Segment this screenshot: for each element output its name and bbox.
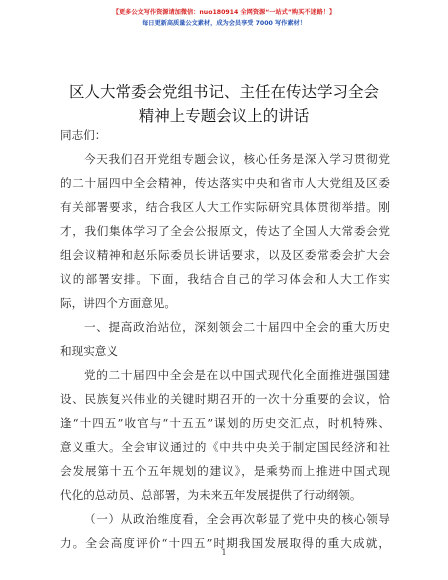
body-line: 组会议精神和赵乐际委员长讲话要求，以及区委常委会扩大会	[60, 248, 390, 262]
body-line: 才，我们集体学习了全会公报原文，传达了全国人大常委会党	[60, 224, 390, 238]
promo-line-1: 【更多公文写作资源请加微信：nuo180914 全网资源“一站式”购买不迷路！】	[112, 9, 336, 16]
salutation: 同志们：	[60, 128, 107, 142]
body-line: 会发展第十五个五年规划的建议》，是乘势而上推进中国式现	[60, 464, 390, 478]
body-line: 际，讲四个方面意见。	[60, 296, 176, 310]
body-line: 逢“十四五”收官与“十五五”谋划的历史交汇点，时机特殊、	[60, 416, 390, 430]
document-title	[0, 80, 448, 128]
body-line: 代化的总动员、总部署，为未来五年发展提供了行动纲领。	[60, 488, 362, 502]
body-line: 的二十届四中全会精神，传达落实中央和省市人大党组及区委	[60, 176, 390, 190]
promo-line-2: 每日更新高质量公文素材，成为会员享受 7000 写作素材！	[142, 20, 306, 27]
body-line: 意义重大。全会审议通过的《中共中央关于制定国民经济和社	[60, 440, 390, 454]
title-line-1: 区人大常委会党组书记、主任在传达学习全会	[68, 83, 379, 101]
body-line: 党的二十届四中全会是在以中国式现代化全面推进强国建	[84, 368, 390, 382]
body-line: 有关部署要求，结合我区人大工作实际研究具体贯彻举措。刚	[60, 200, 390, 214]
body-line: 今天我们召开党组专题会议，核心任务是深入学习贯彻党	[84, 152, 390, 166]
body-line: 力。全会高度评价“十四五”时期我国发展取得的重大成就，	[60, 536, 390, 550]
section-heading: 和现实意义	[60, 344, 118, 358]
page-number: 1	[221, 548, 227, 557]
promo-banner	[0, 7, 448, 29]
body-line: （一）从政治维度看，全会再次彰显了党中央的核心领导	[84, 512, 390, 526]
title-line-2: 精神上专题会议上的讲话	[138, 107, 310, 125]
body-line: 议的部署安排。下面，我结合自己的学习体会和人大工作实	[60, 272, 390, 286]
section-heading: 一、提高政治站位，深刻领会二十届四中全会的重大历史	[84, 320, 390, 334]
body-line: 设、民族复兴伟业的关键时期召开的一次十分重要的会议，恰	[60, 392, 390, 406]
